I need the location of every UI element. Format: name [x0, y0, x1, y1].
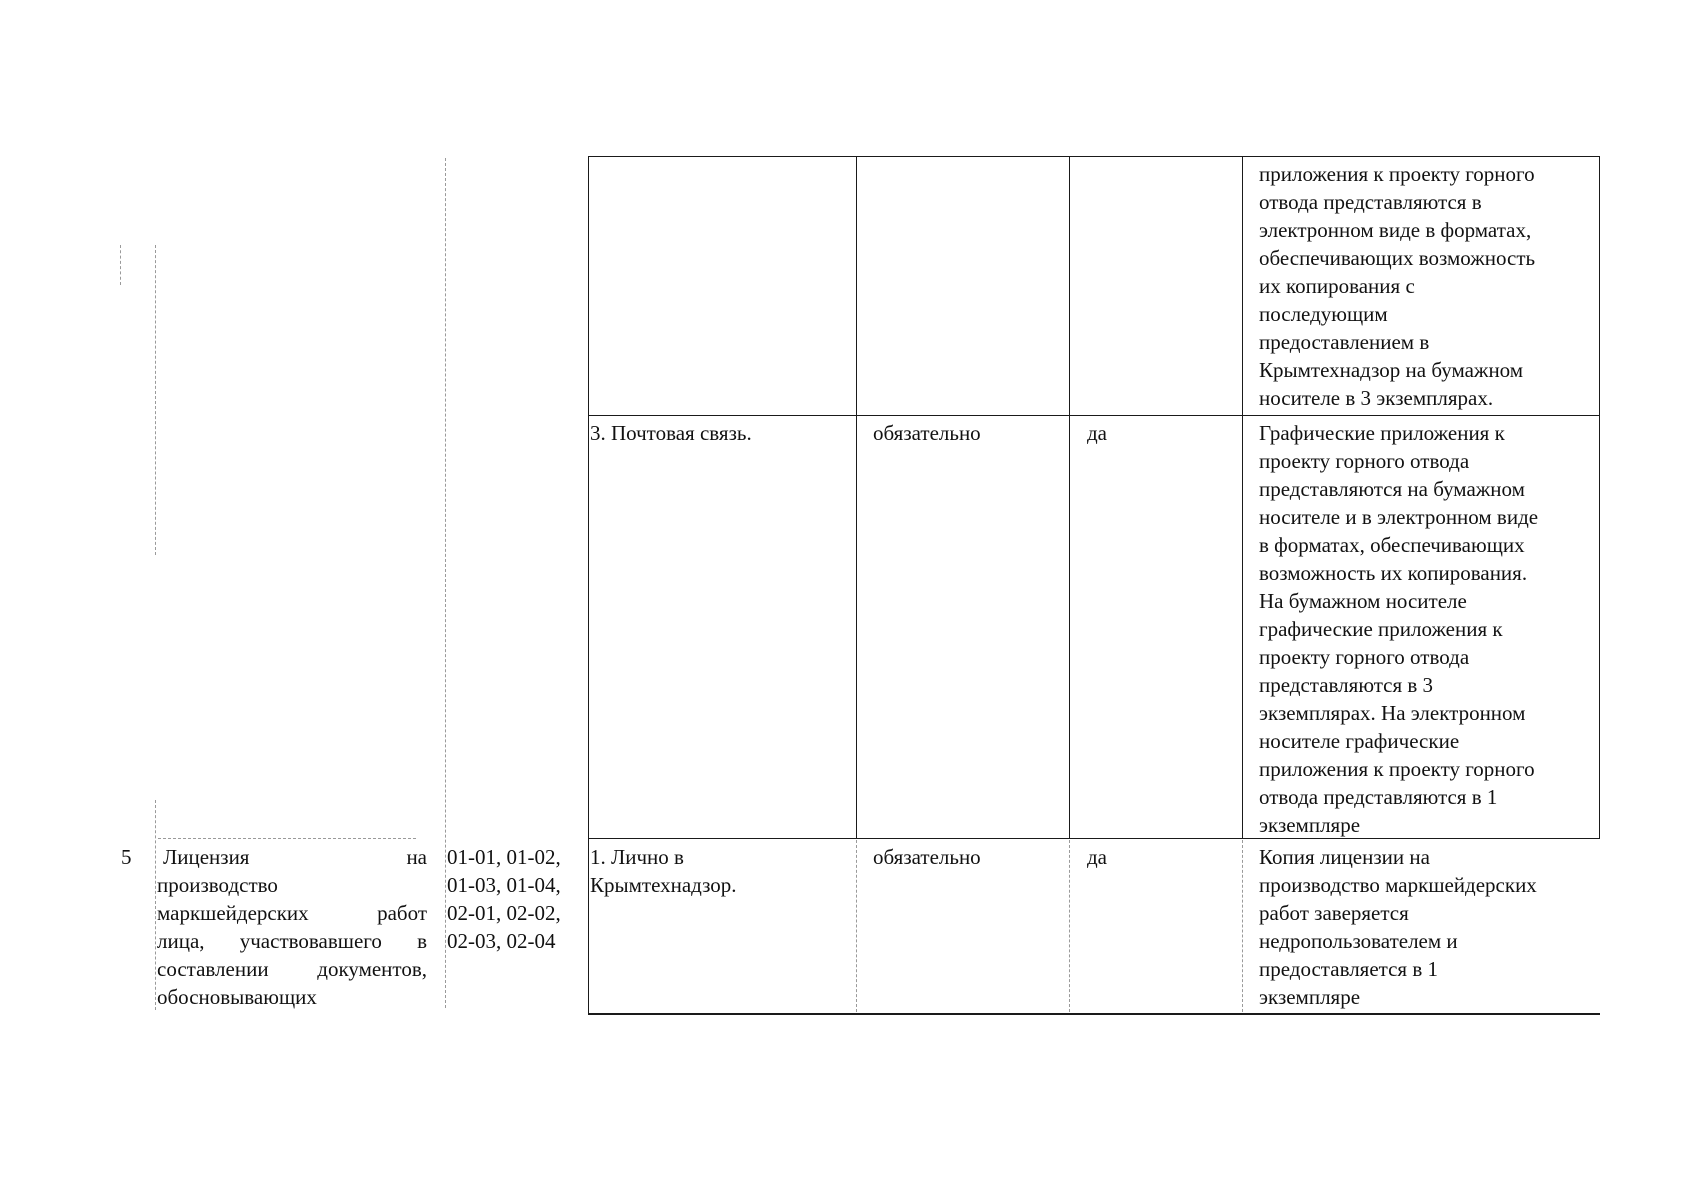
doc-line [157, 843, 427, 871]
note-line: проекту горного отвода [1259, 645, 1470, 669]
col-border-right [1599, 156, 1600, 839]
note-line: экземплярах. На электронном [1259, 701, 1526, 725]
postal-obligation-cell: обязательно [873, 421, 981, 445]
row-divider-postal [588, 415, 1600, 416]
note-line: в форматах, обеспечивающих [1259, 533, 1525, 557]
continuation-note-cell [1259, 160, 1599, 412]
row5-note-cell [1259, 843, 1599, 1011]
doc-word: работ [377, 901, 427, 925]
note-line: обеспечивающих возможность [1259, 246, 1536, 270]
doc-line: производство [157, 873, 278, 897]
col-border-flag-left [1069, 156, 1070, 839]
note-line: работ заверяется [1259, 901, 1409, 925]
code-line: 02-03, 02-04 [447, 929, 556, 953]
doc-word: на [406, 845, 427, 869]
row-number: 5 [121, 845, 132, 869]
method-line: 1. Лично в [590, 845, 684, 869]
row5-obligation-cell: обязательно [873, 845, 981, 869]
postal-flag-cell: да [1087, 421, 1108, 445]
note-line: Крымтехнадзор на бумажном [1259, 358, 1524, 382]
col-border-note-left [1242, 156, 1243, 839]
note-line: представляются на бумажном [1259, 477, 1525, 501]
note-line: производство маркшейдерских [1259, 873, 1537, 897]
faint-border-row5-top [158, 838, 416, 839]
doc-word: маркшейдерских [157, 901, 309, 925]
doc-line: лица, участвовавшего в [157, 929, 427, 953]
faint-border-doc-left [155, 245, 156, 555]
note-line: приложения к проекту горного [1259, 757, 1535, 781]
note-line: отвода представляются в 1 [1259, 785, 1498, 809]
note-line: Копия лицензии на [1259, 845, 1430, 869]
document-name-cell [157, 843, 427, 1011]
doc-word: Лицензия [163, 845, 250, 869]
note-line: возможность их копирования. [1259, 561, 1528, 585]
note-line: приложения к проекту горного [1259, 162, 1535, 186]
note-line: экземпляре [1259, 813, 1361, 837]
note-line: проекту горного отвода [1259, 449, 1470, 473]
faint-border-flag-row5 [1069, 840, 1070, 1012]
code-line: 01-03, 01-04, [447, 873, 561, 897]
faint-border-codes-left [445, 158, 446, 1008]
codes-cell [447, 843, 587, 955]
col-border-obligation-left [856, 156, 857, 839]
faint-border-doc-left-lower [155, 800, 156, 1010]
doc-line: составлении документов, [157, 957, 427, 981]
row5-flag-cell: да [1087, 845, 1108, 869]
table-top-border [588, 156, 1600, 157]
faint-border-left-mark [120, 245, 121, 285]
note-line: экземпляре [1259, 985, 1361, 1009]
postal-note-cell [1259, 419, 1599, 839]
note-line: представляются в 3 [1259, 673, 1434, 697]
faint-border-note-row5 [1242, 840, 1243, 1012]
row5-method-cell [590, 843, 850, 899]
note-line: предоставляется в 1 [1259, 957, 1438, 981]
note-line: носителе в 3 экземплярах. [1259, 386, 1494, 410]
note-line: Графические приложения к [1259, 421, 1505, 445]
doc-line [157, 899, 427, 927]
code-line: 02-01, 02-02, [447, 901, 561, 925]
faint-border-obligation-row5 [856, 840, 857, 1012]
note-line: носителе и в электронном виде [1259, 505, 1539, 529]
postal-method-cell: 3. Почтовая связь. [590, 421, 752, 445]
table-bottom-border [588, 1013, 1600, 1015]
doc-line: обосновывающих [157, 985, 317, 1009]
col-border-method-left [588, 156, 589, 1015]
note-line: носителе графические [1259, 729, 1460, 753]
note-line: их копирования с [1259, 274, 1415, 298]
note-line: недропользователем и [1259, 929, 1458, 953]
note-line: отвода представляются в [1259, 190, 1482, 214]
note-line: графические приложения к [1259, 617, 1503, 641]
note-line: электронном виде в форматах, [1259, 218, 1532, 242]
code-line: 01-01, 01-02, [447, 845, 561, 869]
note-line: предоставлением в [1259, 330, 1430, 354]
note-line: последующим [1259, 302, 1388, 326]
note-line: На бумажном носителе [1259, 589, 1467, 613]
method-line: Крымтехнадзор. [590, 873, 737, 897]
